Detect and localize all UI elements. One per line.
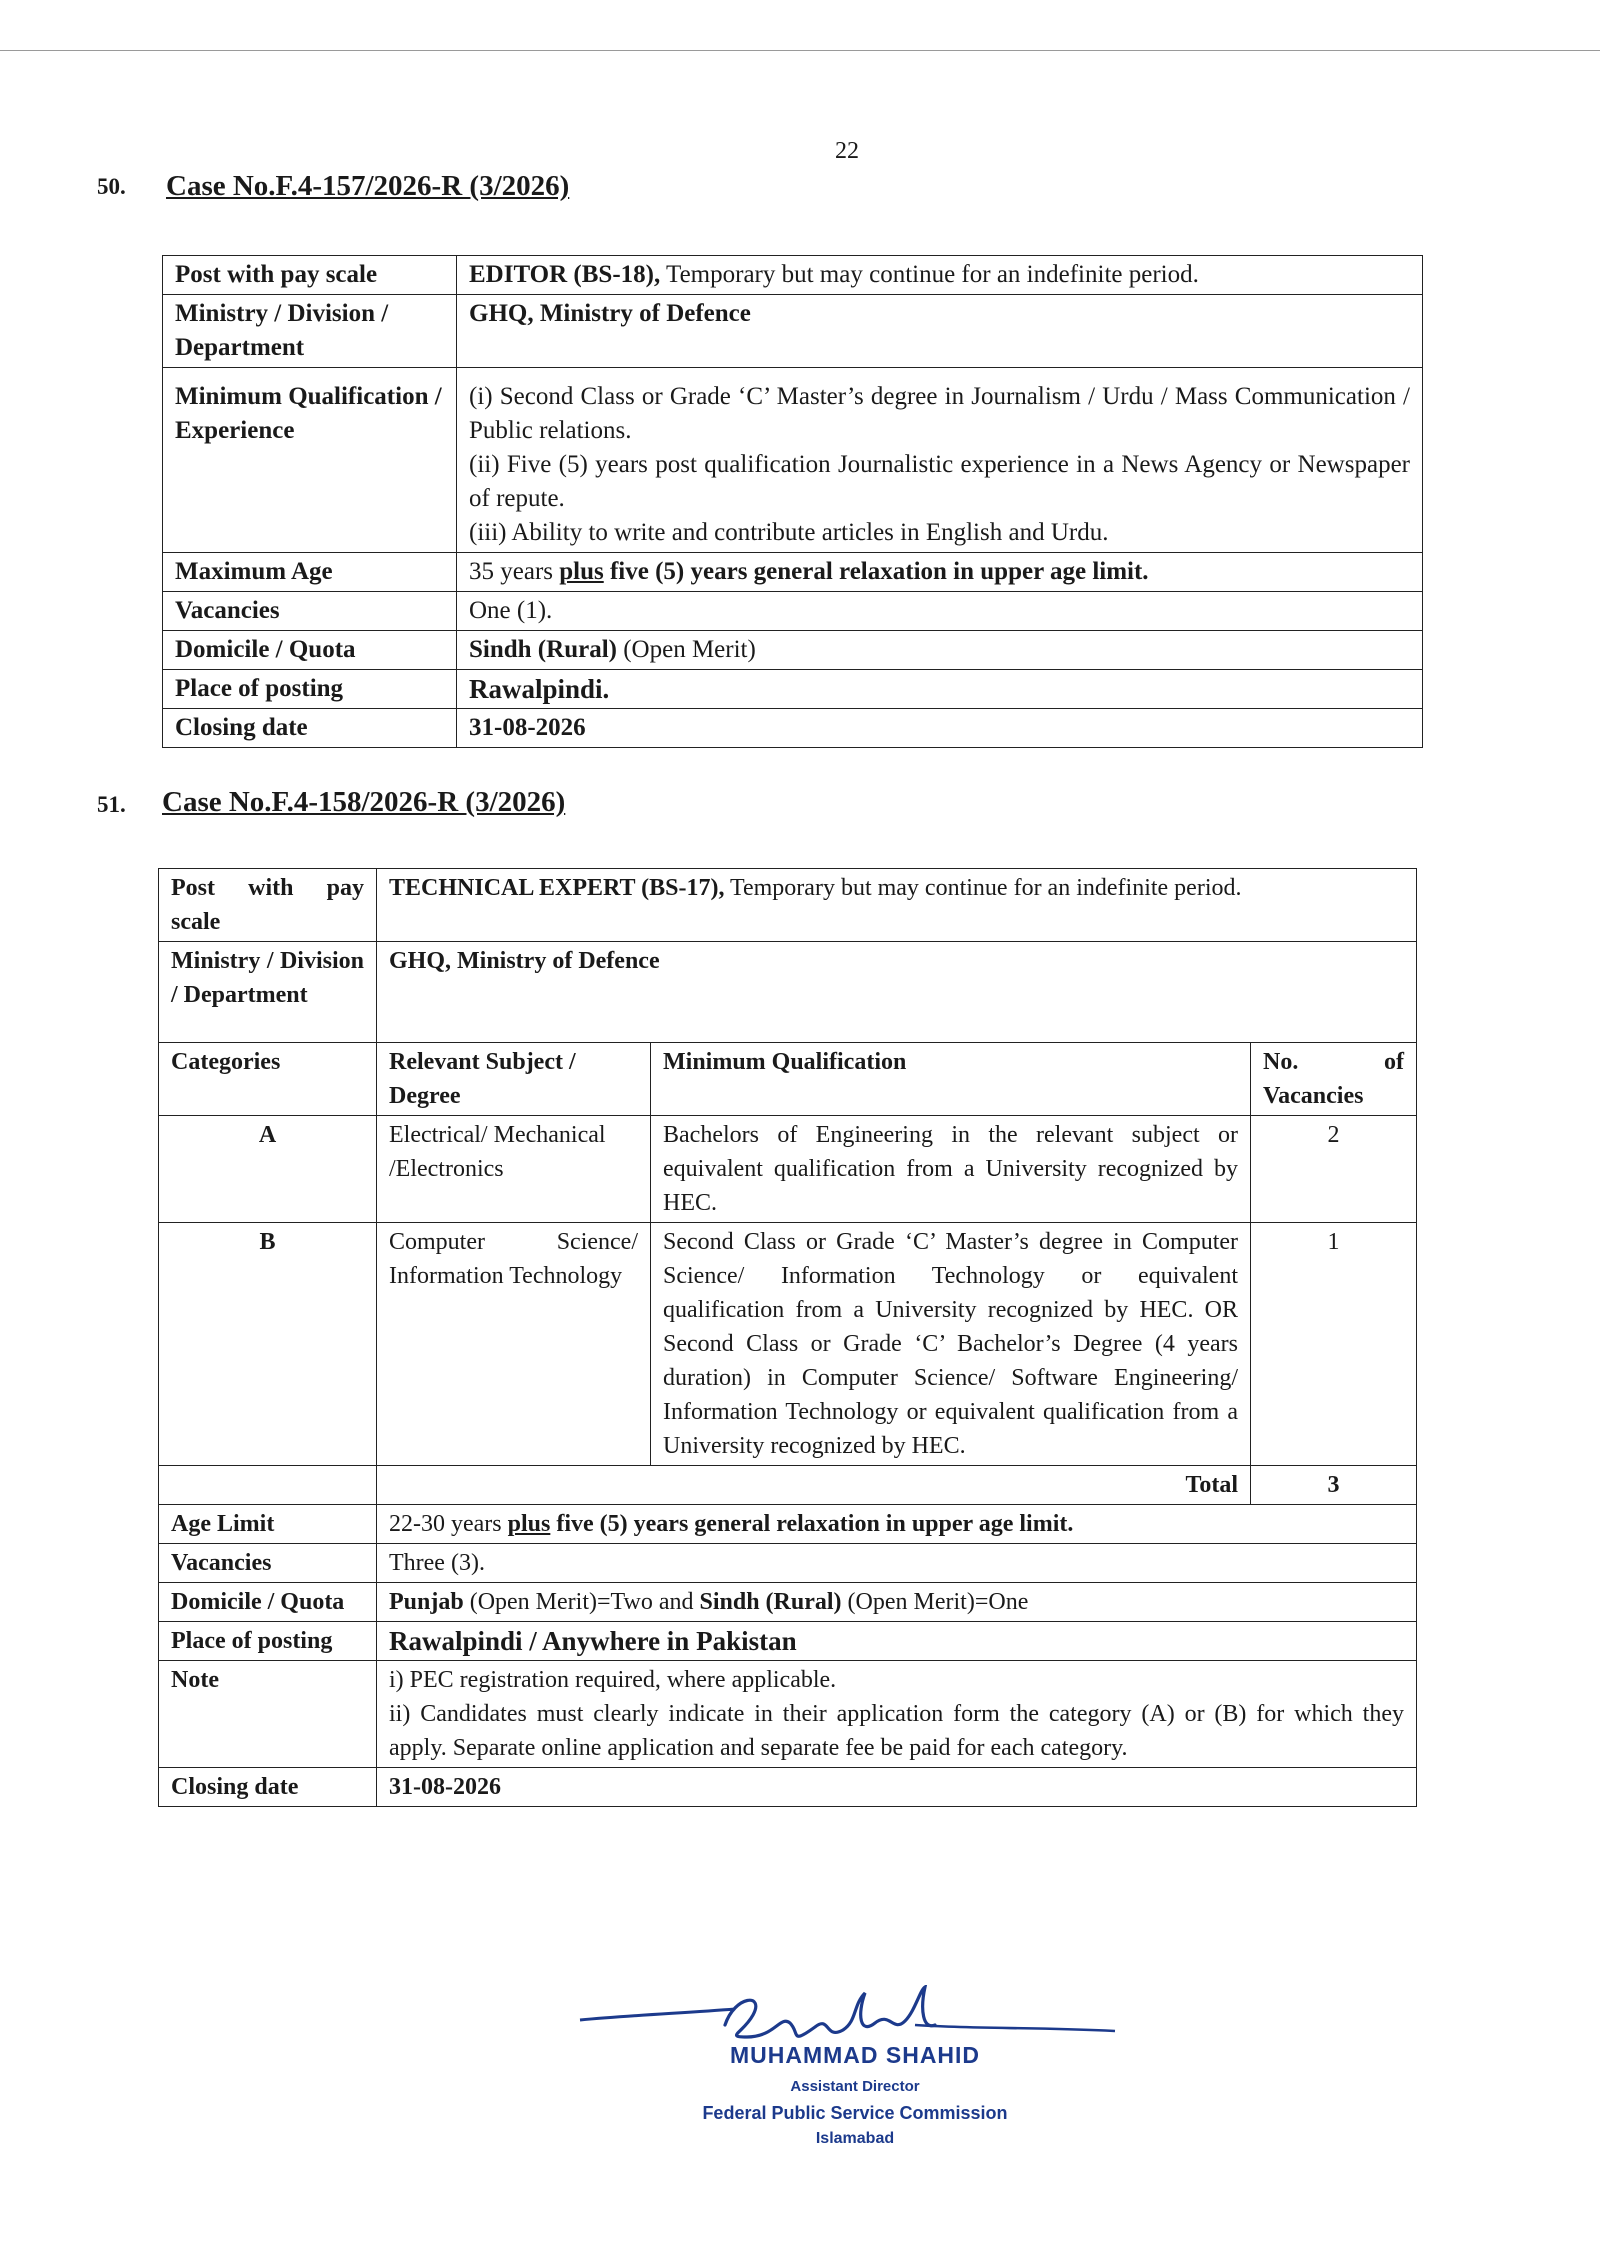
max-age-value: [457, 553, 1423, 592]
note-value: [377, 1661, 1417, 1768]
signatory-city: Islamabad: [815, 2130, 895, 2147]
age-prefix: 35 years: [469, 558, 560, 585]
note-label: Note: [159, 1661, 377, 1768]
category-a-qualification: Bachelors of Engineering in the relevant subject or equivalent qualification from a University recognized by HEC.: [651, 1116, 1251, 1223]
table-row: [159, 1583, 1417, 1622]
category-b: B: [159, 1223, 377, 1466]
table-row: [163, 256, 1423, 295]
ministry-label: Ministry / Division / Department: [163, 295, 457, 368]
note-line-1: i) PEC registration required, where applicable.: [389, 1667, 837, 1693]
table-row: [159, 942, 1417, 1043]
post-title: EDITOR (BS-18),: [469, 261, 661, 288]
age-plus: plus: [559, 558, 604, 585]
domicile-label: Domicile / Quota: [159, 1583, 377, 1622]
case-51-title: Case No.F.4-158/2026-R (3/2026): [162, 786, 566, 818]
age-plus: plus: [507, 1511, 551, 1537]
domicile-merit-1: (Open Merit)=Two and: [463, 1589, 700, 1615]
total-label: Total: [377, 1466, 1251, 1505]
table-row: [159, 1768, 1417, 1807]
post-desc: Temporary but may continue for an indefinite period.: [724, 875, 1242, 901]
qualification-header: Minimum Qualification: [651, 1043, 1251, 1116]
table-row: [159, 1544, 1417, 1583]
post-desc: Temporary but may continue for an indefinite period.: [660, 261, 1199, 288]
domicile-value: [377, 1583, 1417, 1622]
case-50-number: 50.: [97, 174, 126, 199]
table-row: [159, 869, 1417, 942]
table-row: [159, 1043, 1417, 1116]
ministry-value: GHQ, Ministry of Defence: [377, 942, 1417, 1043]
subject-header: Relevant Subject / Degree: [377, 1043, 651, 1116]
domicile-merit-2: (Open Merit)=One: [841, 1589, 1029, 1615]
place-label: Place of posting: [163, 670, 457, 709]
domicile-region-1: Punjab: [389, 1589, 464, 1615]
domicile-merit: (Open Merit): [616, 636, 756, 663]
note-line-2: ii) Candidates must clearly indicate in their application form the category (A) or (B) for which they apply. Separate online application and separate fee be paid for each category.: [389, 1701, 1404, 1761]
total-value: 3: [1251, 1466, 1417, 1505]
ministry-label: Ministry / Division / Department: [159, 942, 377, 1043]
age-suffix: five (5) years general relaxation in upper age limit.: [603, 558, 1149, 585]
case-50-title: Case No.F.4-157/2026-R (3/2026): [166, 170, 570, 202]
case-50-table: [162, 255, 1423, 748]
closing-value: 31-08-2026: [457, 709, 1423, 748]
vacancies-value: Three (3).: [377, 1544, 1417, 1583]
case-51-table: [158, 868, 1417, 1807]
scan-top-rule: [0, 50, 1600, 51]
table-row: [159, 1661, 1417, 1768]
signatory-designation: Assistant Director: [790, 2078, 920, 2095]
table-row: [163, 709, 1423, 748]
age-limit-value: [377, 1505, 1417, 1544]
ministry-value: GHQ, Ministry of Defence: [457, 295, 1423, 368]
post-label: Post with pay scale: [159, 869, 377, 942]
vacancies-label: Vacancies: [163, 592, 457, 631]
age-suffix: five (5) years general relaxation in upper age limit.: [550, 1511, 1074, 1537]
category-b-subject: Computer Science/ Information Technology: [377, 1223, 651, 1466]
vacancies-label: Vacancies: [159, 1544, 377, 1583]
table-row: [163, 592, 1423, 631]
qualification-line-1: (i) Second Class or Grade ‘C’ Master’s degree in Journalism / Urdu / Mass Communication / Public relations.: [469, 383, 1410, 444]
signatory-organization: Federal Public Service Commission: [702, 2103, 1008, 2123]
post-label: Post with pay scale: [163, 256, 457, 295]
domicile-label: Domicile / Quota: [163, 631, 457, 670]
post-value: [377, 869, 1417, 942]
table-row: [159, 1505, 1417, 1544]
category-a-subject: Electrical/ Mechanical /Electronics: [377, 1116, 651, 1223]
qualification-line-2: (ii) Five (5) years post qualification Journalistic experience in a News Agency or Newspaper of repute.: [469, 451, 1410, 512]
table-row: [159, 1223, 1417, 1466]
vacancies-value: One (1).: [457, 592, 1423, 631]
domicile-region-2: Sindh (Rural): [699, 1589, 842, 1615]
qualification-label: Minimum Qualification / Experience: [163, 368, 457, 553]
category-b-vacancies: 1: [1251, 1223, 1417, 1466]
max-age-label: Maximum Age: [163, 553, 457, 592]
post-value: [457, 256, 1423, 295]
table-row: [163, 670, 1423, 709]
category-a-vacancies: 2: [1251, 1116, 1417, 1223]
post-title: TECHNICAL EXPERT (BS-17),: [389, 875, 725, 901]
category-a: A: [159, 1116, 377, 1223]
case-51-number: 51.: [97, 792, 126, 817]
domicile-value: [457, 631, 1423, 670]
domicile-region: Sindh (Rural): [469, 636, 617, 663]
signatory-name: MUHAMMAD SHAHID: [729, 2042, 981, 2068]
vacancies-header: No. of Vacancies: [1251, 1043, 1417, 1116]
table-row: [159, 1466, 1417, 1505]
closing-value: 31-08-2026: [377, 1768, 1417, 1807]
closing-label: Closing date: [163, 709, 457, 748]
age-prefix: 22-30 years: [389, 1511, 508, 1537]
table-row: [159, 1116, 1417, 1223]
table-row: [163, 631, 1423, 670]
page-number: 22: [835, 138, 859, 164]
total-spacer: [159, 1466, 377, 1505]
table-row: [163, 368, 1423, 553]
closing-label: Closing date: [159, 1768, 377, 1807]
table-row: [159, 1622, 1417, 1661]
categories-label: Categories: [159, 1043, 377, 1116]
category-b-qualification: Second Class or Grade ‘C’ Master’s degree in Computer Science/ Information Technology or equivalent qualification from a University recognized by HEC. OR Second Class or Grade ‘C’ Bachelor’s Degree (4 years duration) in Computer Science/ Software Engineering/ Information Technology or equivalent qualification from a University recognized by HEC.: [651, 1223, 1251, 1466]
qualification-value: [457, 368, 1423, 553]
qualification-line-3: (iii) Ability to write and contribute articles in English and Urdu.: [469, 519, 1109, 546]
place-value: Rawalpindi / Anywhere in Pakistan: [377, 1622, 1417, 1661]
place-label: Place of posting: [159, 1622, 377, 1661]
table-row: [163, 295, 1423, 368]
age-limit-label: Age Limit: [159, 1505, 377, 1544]
table-row: [163, 553, 1423, 592]
place-value: Rawalpindi.: [457, 670, 1423, 709]
